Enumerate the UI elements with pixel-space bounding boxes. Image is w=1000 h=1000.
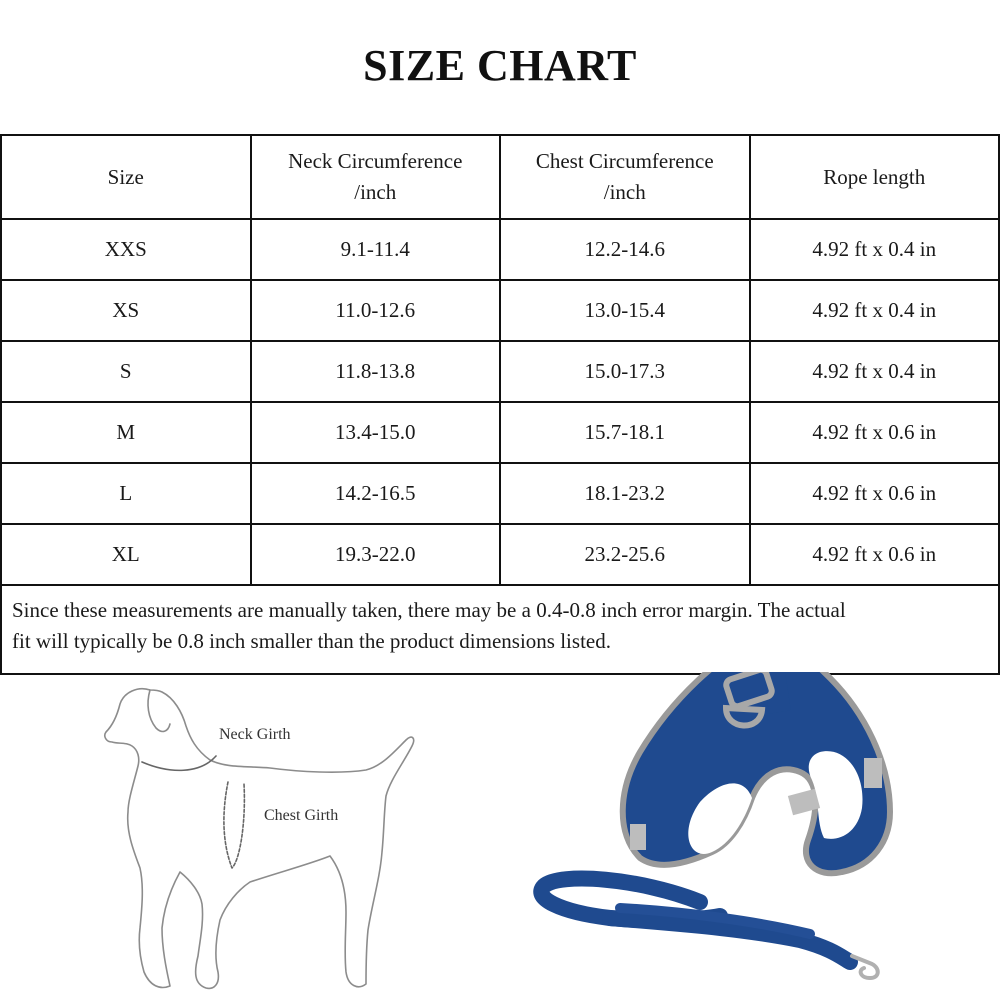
cell-rope: 4.92 ft x 0.4 in xyxy=(750,280,1000,341)
table-row xyxy=(1,402,999,463)
cell-chest: 13.0-15.4 xyxy=(500,280,750,341)
illustration-area xyxy=(0,672,1000,1000)
chest-girth-label: Chest Girth xyxy=(264,807,339,824)
cell-neck: 13.4-15.0 xyxy=(251,402,501,463)
header-size: Size xyxy=(1,135,251,219)
page-title: SIZE CHART xyxy=(363,41,637,90)
header-neck: Neck Circumference /inch xyxy=(251,135,501,219)
cell-size: S xyxy=(1,341,251,402)
cell-chest: 15.7-18.1 xyxy=(500,402,750,463)
table-row xyxy=(1,341,999,402)
neck-girth-line xyxy=(142,756,216,770)
cell-rope: 4.92 ft x 0.6 in xyxy=(750,463,1000,524)
cell-chest: 23.2-25.6 xyxy=(500,524,750,585)
cell-rope: 4.92 ft x 0.6 in xyxy=(750,402,1000,463)
cell-neck: 19.3-22.0 xyxy=(251,524,501,585)
neck-girth-label: Neck Girth xyxy=(219,726,291,743)
cell-neck: 14.2-16.5 xyxy=(251,463,501,524)
chest-girth-line xyxy=(224,782,244,868)
cell-chest: 15.0-17.3 xyxy=(500,341,750,402)
cell-rope: 4.92 ft x 0.4 in xyxy=(750,219,1000,280)
cell-size: M xyxy=(1,402,251,463)
header-chest: Chest Circumference /inch xyxy=(500,135,750,219)
leash-rope xyxy=(610,918,850,962)
leash-image xyxy=(541,879,878,978)
cell-neck: 11.0-12.6 xyxy=(251,280,501,341)
reflective-patch xyxy=(630,824,646,850)
table-row xyxy=(1,219,999,280)
reflective-patch xyxy=(864,758,882,788)
measurement-note: Since these measurements are manually taken, there may be a 0.4-0.8 inch error margin. The actual fit will typically be 0.8 inch smaller than the product dimensions listed. xyxy=(1,585,999,674)
cell-size: XL xyxy=(1,524,251,585)
table-header-row xyxy=(1,135,999,219)
cell-size: XXS xyxy=(1,219,251,280)
cell-size: XS xyxy=(1,280,251,341)
table-row xyxy=(1,463,999,524)
cell-size: L xyxy=(1,463,251,524)
cell-neck: 9.1-11.4 xyxy=(251,219,501,280)
header-rope: Rope length xyxy=(750,135,1000,219)
cell-chest: 12.2-14.6 xyxy=(500,219,750,280)
note-row xyxy=(1,585,999,674)
size-table xyxy=(0,134,1000,675)
cell-rope: 4.92 ft x 0.6 in xyxy=(750,524,1000,585)
cell-neck: 11.8-13.8 xyxy=(251,341,501,402)
table-row xyxy=(1,524,999,585)
harness-image xyxy=(623,672,890,873)
cell-chest: 18.1-23.2 xyxy=(500,463,750,524)
dog-ear xyxy=(148,690,170,731)
table-row xyxy=(1,280,999,341)
cell-rope: 4.92 ft x 0.4 in xyxy=(750,341,1000,402)
